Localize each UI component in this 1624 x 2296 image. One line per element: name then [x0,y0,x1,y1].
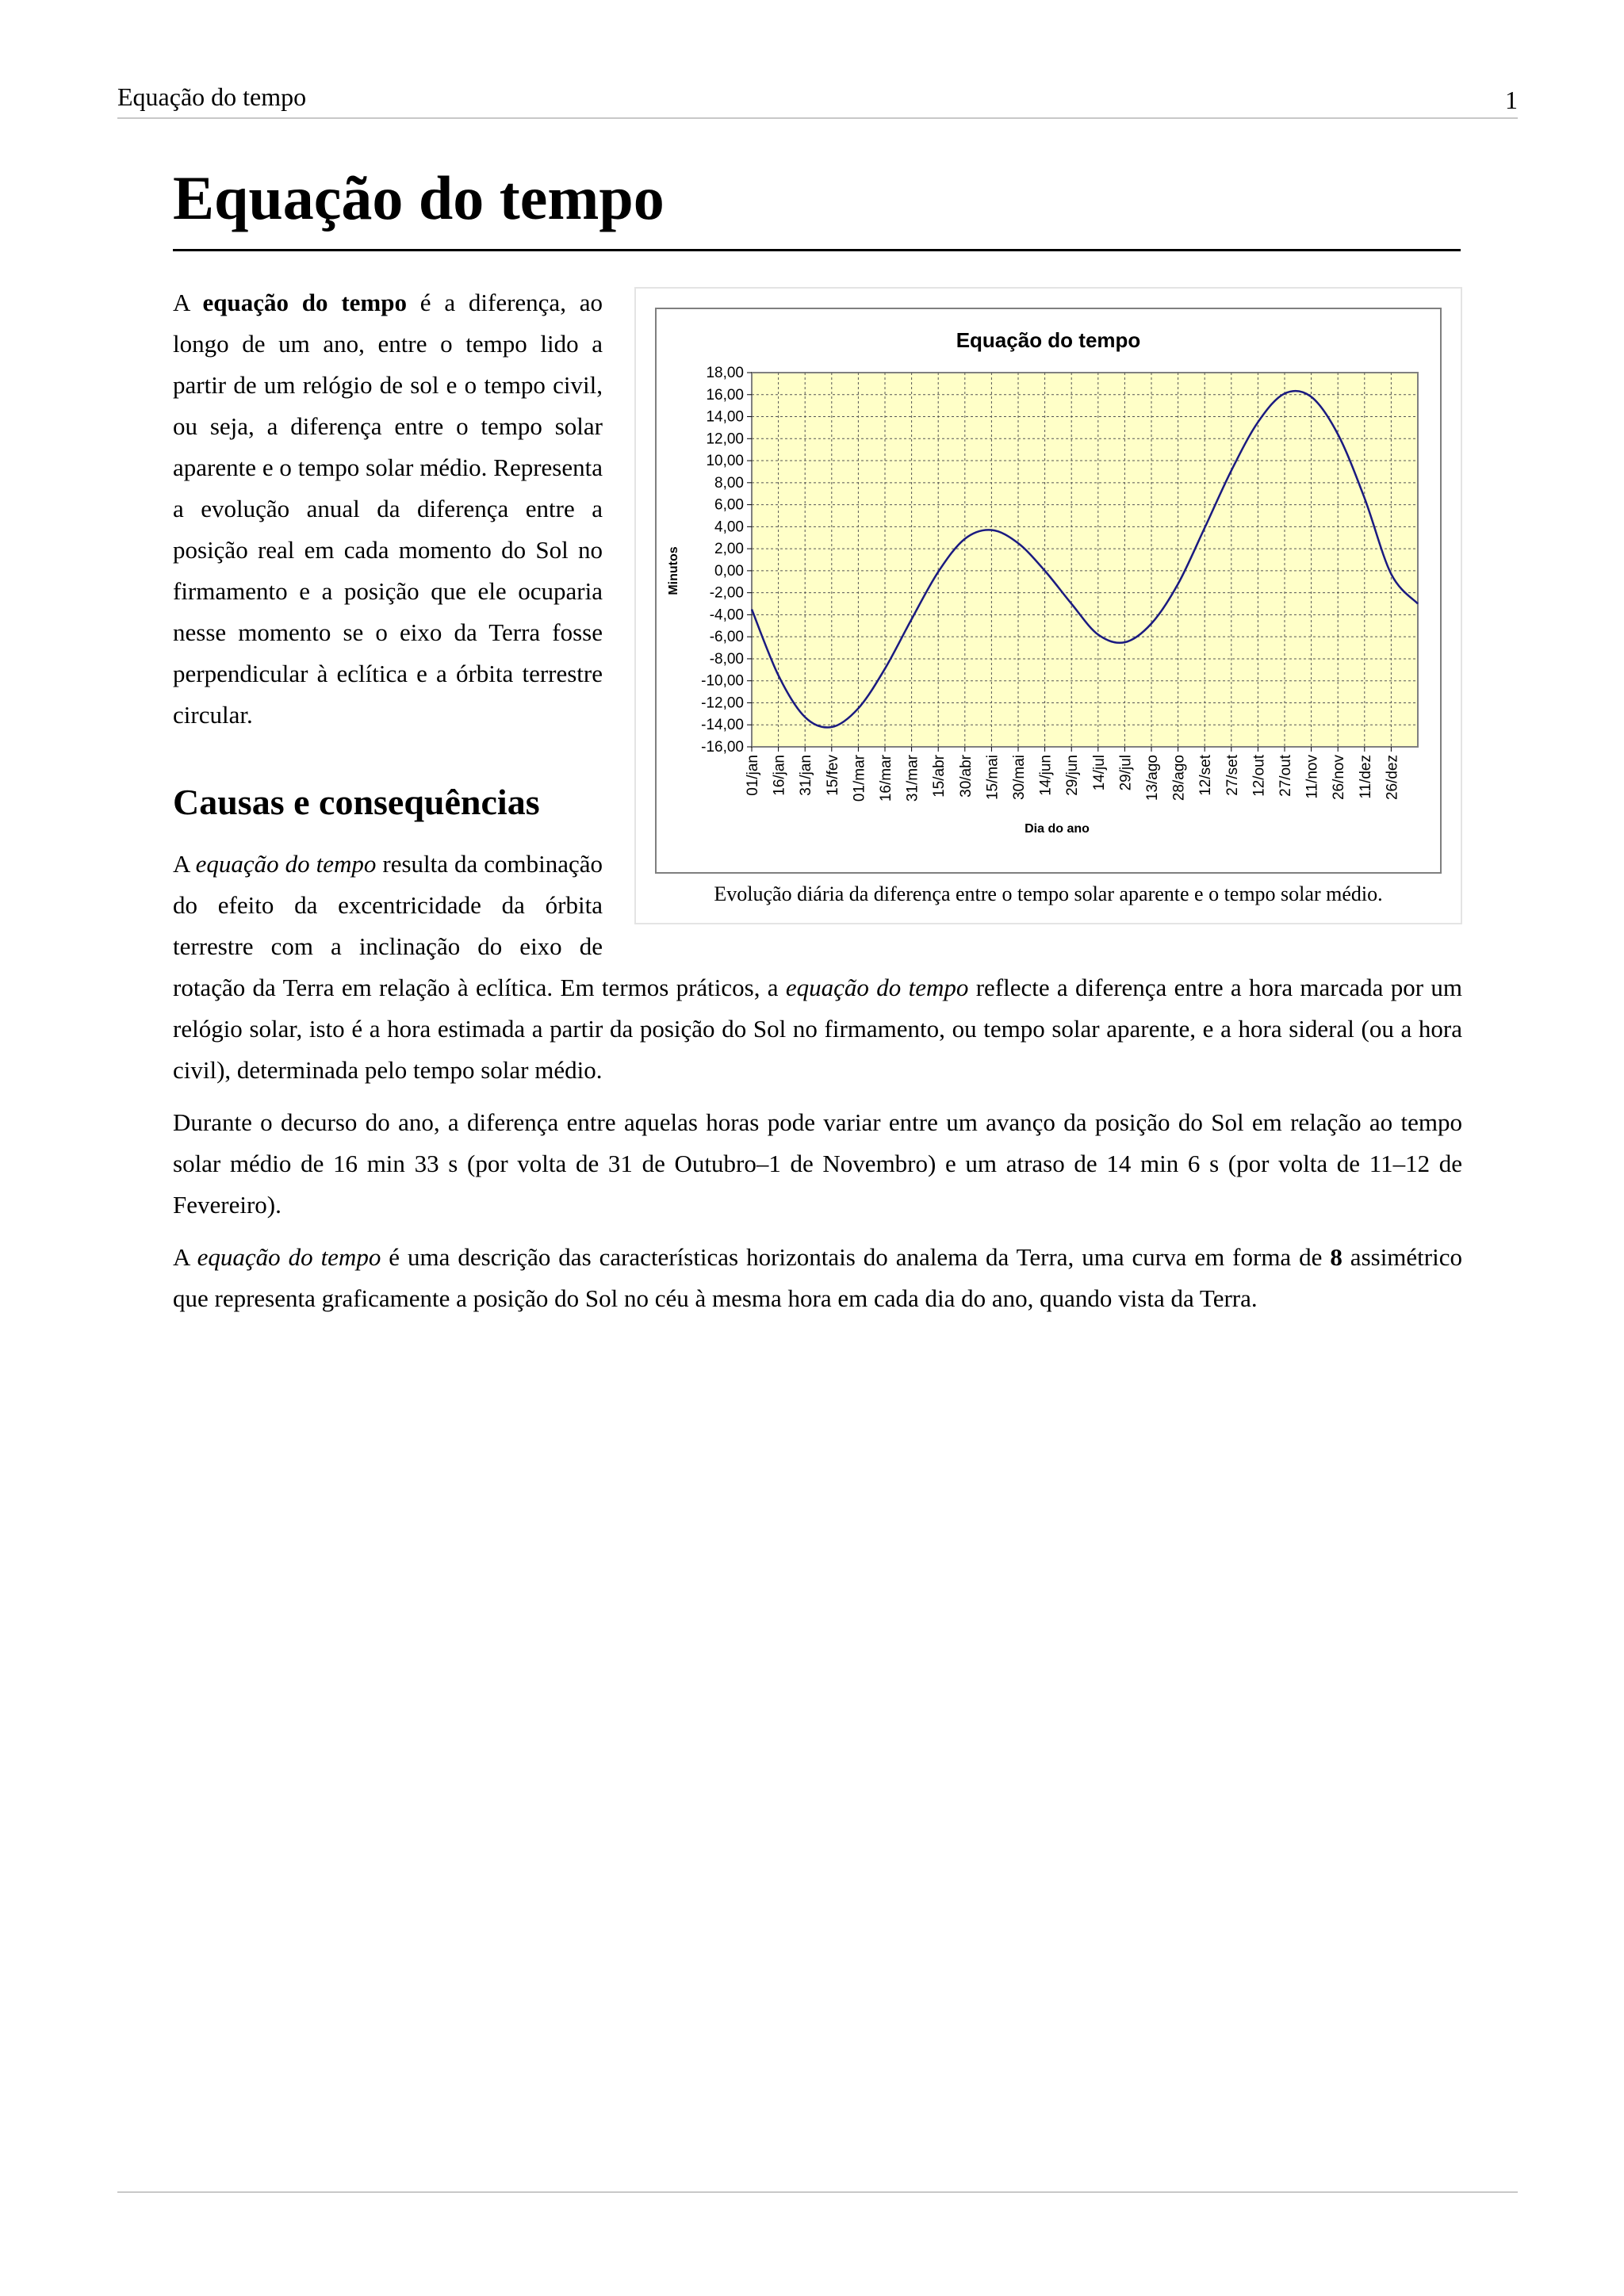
x-tick-label: 28/ago [1170,755,1188,802]
paragraph-variation: Durante o decurso do ano, a diferença entre aquelas horas pode variar entre um avanço da posição do Sol em relação ao tempo solar médio de 16 min 33 s (por volta de 31 de Outubro–1 de Novembro) e um atraso de 14 min 6 s (por volta de 11–12 de Fevereiro). [173,1108,1462,1219]
equation-of-time-chart [657,309,1440,872]
running-title: Equação do tempo [117,82,307,111]
page-title: Equação do tempo [173,159,1461,251]
y-tick-label: 14,00 [706,408,744,426]
x-tick-label: 15/fev [824,755,841,796]
chart-frame [655,308,1442,874]
x-tick-label: 11/dez [1357,755,1374,799]
y-tick-label: 0,00 [714,562,744,580]
text-run: é a diferença, ao longo de um ano, entre o tempo lido a partir de um relógio de sol e o tempo civil, ou seja, a diferença entre o tempo solar aparente e o tempo solar médio. Representa a evolução anual da diferença entre a posição real em cada momento do Sol no firmamento e a posição que ele ocuparia nesse momento se o eixo da Terra fosse perpendicular à eclítica e a órbita terrestre circular. [173,289,603,729]
x-tick-label: 15/abr [931,755,948,798]
y-tick-label: -6,00 [709,629,744,646]
text-run: reflecte a diferença entre a hora marcada por um relógio solar, isto é a hora estimada a partir da posição do Sol no firmamento, ou tempo solar aparente, e a hora sideral (ou a hora civil), determinada pelo tempo solar médio. [173,974,1463,1084]
y-tick-label: 8,00 [714,474,744,492]
text-run: resulta da combinação do efeito da excentricidade da órbita terrestre com a inclinação do eixo de rotação da Terra em relação à eclítica. Em termos práticos, a [173,850,786,1001]
y-tick-label: -4,00 [709,607,744,624]
x-tick-label: 27/out [1277,755,1294,797]
footer-rule [117,2191,1518,2193]
page-number: 1 [1505,86,1518,114]
italic-term: equação do tempo [785,974,969,1001]
y-tick-label: -16,00 [701,739,744,756]
y-tick-label: -8,00 [709,650,744,668]
text-run: A [173,850,196,878]
y-tick-labels [701,365,752,756]
x-tick-label: 01/mar [851,755,868,802]
y-tick-label: 4,00 [714,519,744,536]
y-axis-label: Minutos [667,546,680,595]
plot-area [752,373,1418,747]
x-tick-label: 15/mai [984,755,1002,801]
x-tick-label: 12/set [1197,755,1215,796]
x-tick-label: 16/jan [771,755,788,796]
text-run: A [173,289,203,316]
section-heading: Causas e consequências [173,782,540,822]
chart-title: Equação do tempo [956,328,1141,352]
x-tick-label: 16/mar [878,755,894,802]
x-tick-label: 14/jul [1090,755,1108,791]
y-tick-label: 6,00 [714,496,744,514]
y-tick-label: 2,00 [714,541,744,558]
x-tick-label: 27/set [1224,755,1241,796]
figure [634,287,1462,924]
x-tick-label: 26/nov [1331,755,1348,801]
italic-term: equação do tempo [195,850,377,878]
x-tick-label: 29/jul [1117,755,1135,791]
x-tick-label: 01/jan [745,755,761,796]
article-body [173,282,1462,1330]
y-tick-label: 12,00 [706,430,744,448]
x-tick-label: 11/nov [1304,755,1321,799]
y-tick-label: -2,00 [709,584,744,602]
x-tick-label: 30/mai [1011,755,1028,801]
y-tick-label: -10,00 [701,672,744,690]
y-tick-label: 10,00 [706,453,744,470]
x-tick-label: 12/out [1251,755,1268,797]
x-tick-label: 13/ago [1144,755,1161,802]
x-tick-label: 31/jan [798,755,815,796]
y-tick-label: -12,00 [701,695,744,712]
bold-term: equação do tempo [202,289,407,316]
x-tick-label: 31/mar [904,755,921,802]
x-axis-label: Dia do ano [1025,822,1090,836]
x-tick-label: 14/jun [1037,755,1055,796]
y-tick-label: -14,00 [701,717,744,734]
paragraph-analemma [173,1237,1462,1319]
bold-term: 8 [1330,1243,1342,1271]
y-tick-label: 16,00 [706,386,744,404]
x-tick-labels [745,747,1400,802]
x-tick-label: 30/abr [957,755,975,798]
italic-term: equação do tempo [197,1243,381,1271]
running-header [117,79,1518,119]
x-tick-label: 29/jun [1064,755,1082,796]
figure-caption: Evolução diária da diferença entre o tempo solar aparente e o tempo solar médio. [714,882,1383,905]
y-tick-label: 18,00 [706,365,744,381]
text-run: A [173,1243,197,1271]
text-run: assimétrico que representa graficamente a posição do Sol no céu à mesma hora em cada dia do ano, quando vista da Terra. [173,1243,1462,1312]
text-run: é uma descrição das características horizontais do analema da Terra, uma curva em forma de [381,1243,1331,1271]
x-tick-label: 26/dez [1384,755,1401,801]
